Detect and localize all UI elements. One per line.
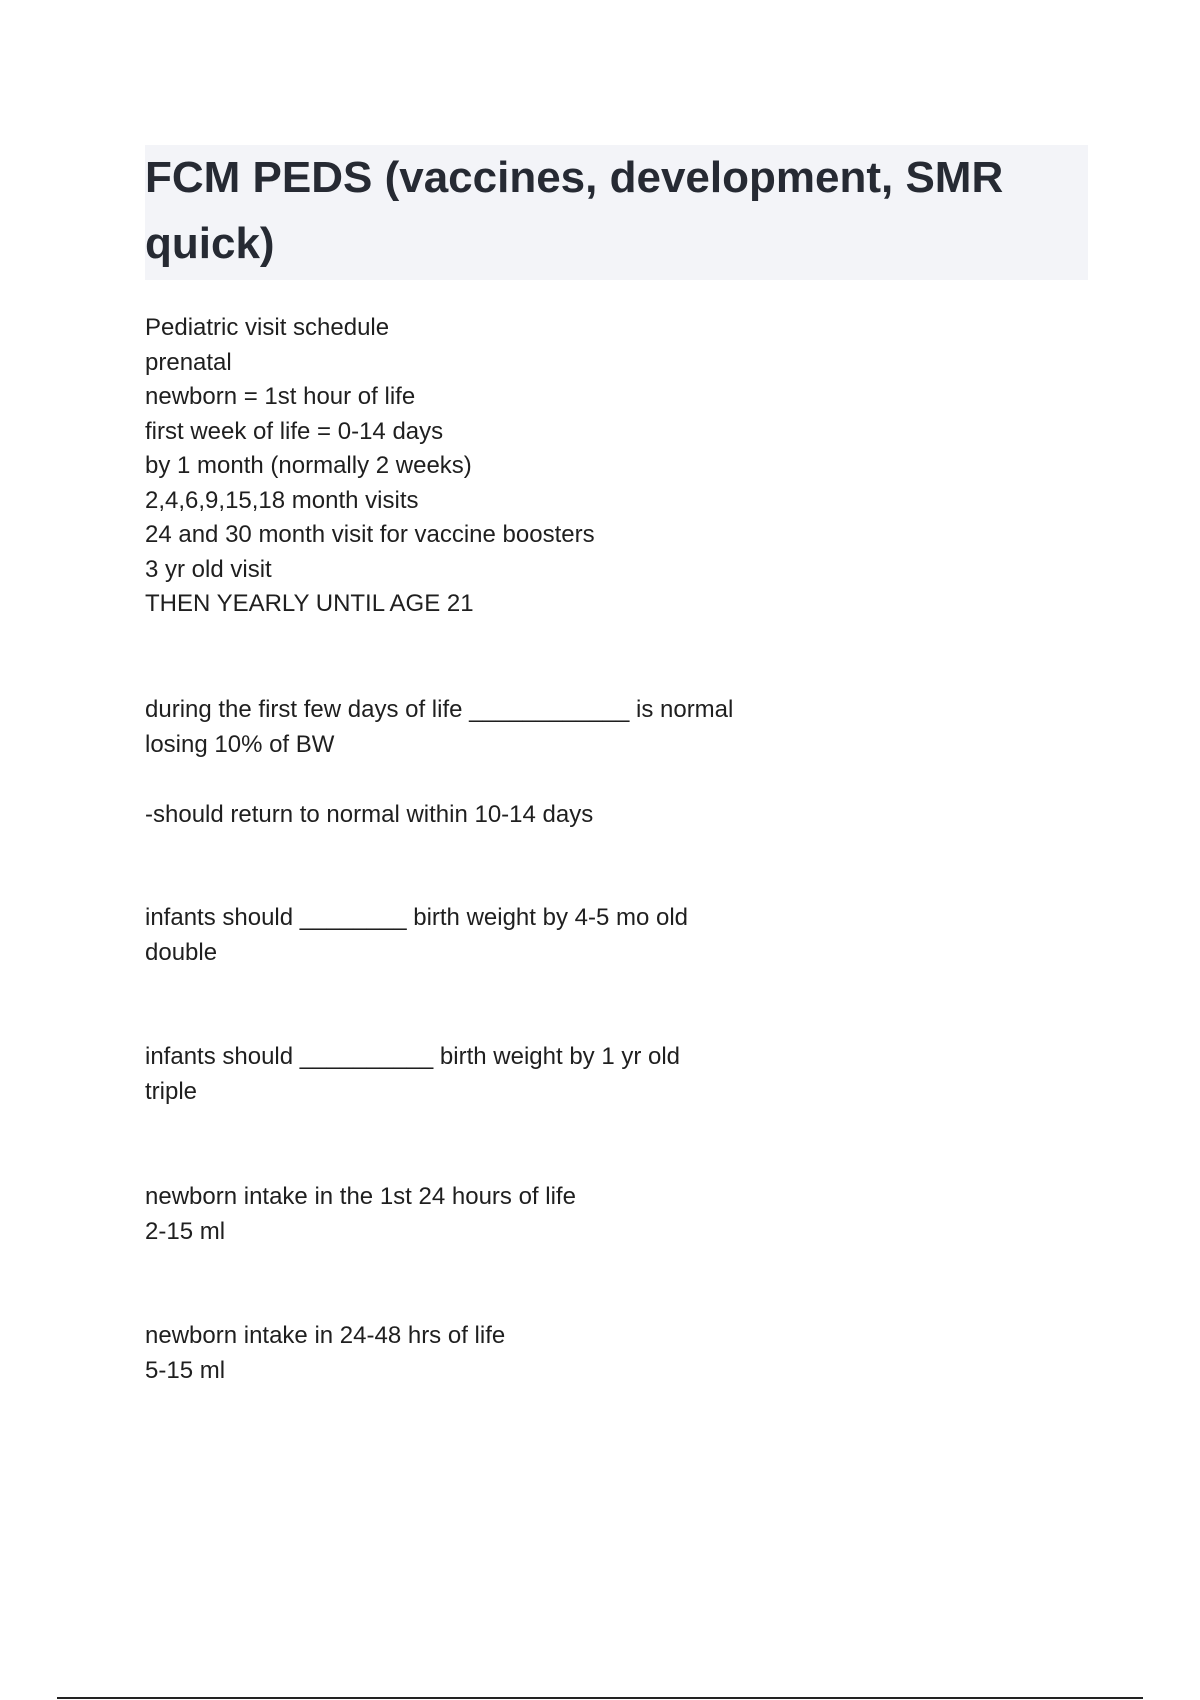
card-answer-line: triple [145, 1077, 198, 1105]
footer-divider [57, 1697, 1143, 1699]
card-answer-line: 3 yr old visit [145, 555, 272, 583]
flashcard-double-weight [145, 901, 1045, 970]
title-banner [145, 145, 1088, 280]
card-answer-line: THEN YEARLY UNTIL AGE 21 [145, 590, 474, 617]
card-answer-line: 5-15 ml [145, 1356, 226, 1384]
card-question: newborn intake in the 1st 24 hours of life [145, 1183, 576, 1210]
flashcard-weight-return-note [145, 798, 1045, 833]
flashcard-weight-loss [145, 693, 1045, 762]
flashcard-visit-schedule [145, 311, 1045, 622]
card-answer-line: 24 and 30 month visit for vaccine boosters [145, 521, 595, 548]
flashcard-intake-48h [145, 1319, 1045, 1388]
card-answer-line: 2-15 ml [145, 1217, 226, 1245]
card-answer-line: by 1 month (normally 2 weeks) [145, 452, 472, 479]
card-answer-line: first week of life = 0-14 days [145, 417, 444, 445]
card-question: newborn intake in 24-48 hrs of life [145, 1322, 506, 1349]
flashcard-intake-24h [145, 1180, 1045, 1249]
card-question: infants should ________ birth weight by 4-5 mo old [145, 904, 689, 931]
card-answer-line: losing 10% of BW [145, 730, 335, 758]
card-question: infants should __________ birth weight by 1 yr old [145, 1043, 681, 1070]
card-answer-line: -should return to normal within 10-14 days [145, 801, 594, 828]
card-answer-line: double [145, 938, 218, 966]
card-answer-line: 2,4,6,9,15,18 month visits [145, 486, 419, 514]
card-answer-line: prenatal [145, 348, 232, 376]
card-answer-line: newborn = 1st hour of life [145, 383, 416, 410]
card-question: during the first few days of life ____________ is normal [145, 696, 734, 723]
card-question: Pediatric visit schedule [145, 314, 390, 341]
flashcard-triple-weight [145, 1040, 1045, 1109]
page-title: FCM PEDS (vaccines, development, SMR quick) [145, 153, 1004, 268]
